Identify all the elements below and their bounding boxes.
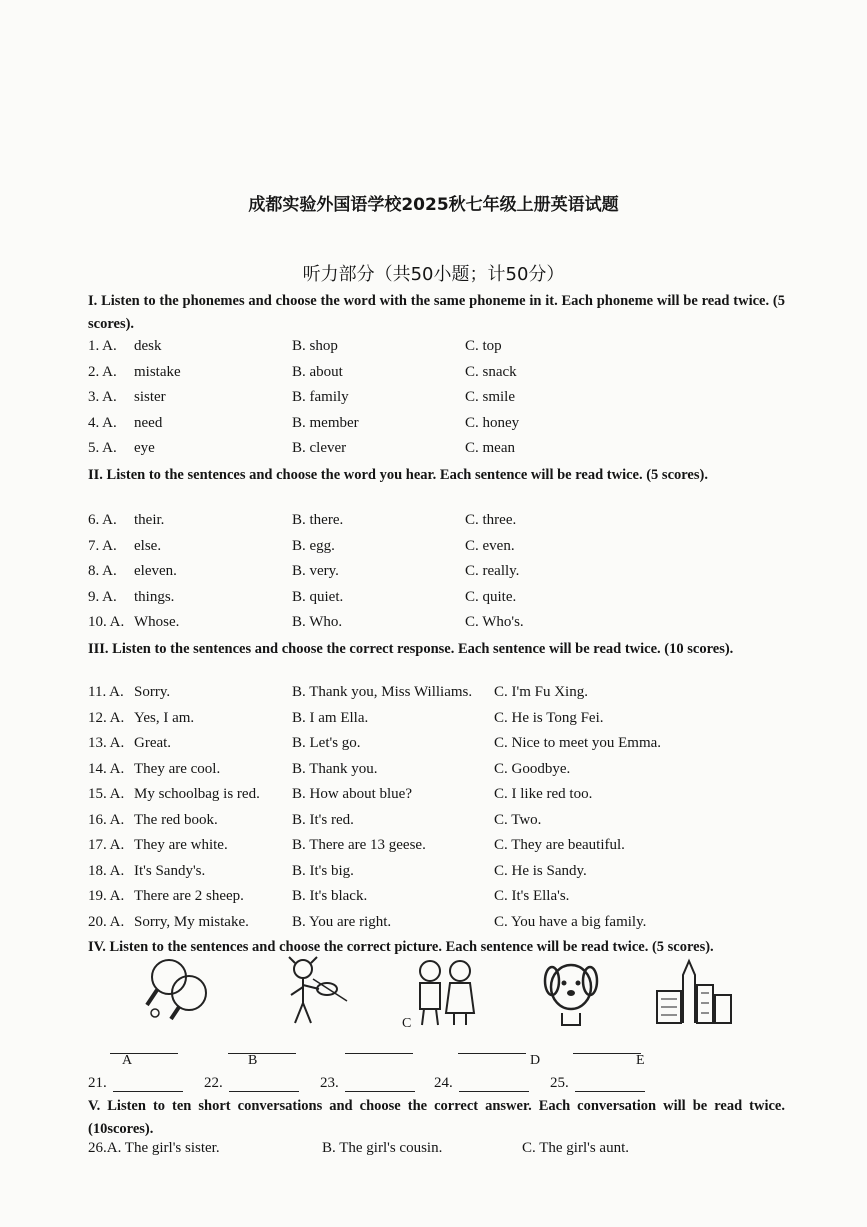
option-a: Great. [134, 735, 172, 751]
option-b: B. clever [292, 440, 347, 456]
option-c: C. It's Ella's. [494, 888, 570, 904]
option-a: The red book. [134, 811, 218, 828]
option-b: B. there. [292, 512, 344, 528]
option-a: eleven. [134, 563, 177, 579]
question-row [88, 837, 788, 861]
picture-label-b: B [248, 1053, 258, 1068]
option-b: B. There are 13 geese. [292, 837, 426, 853]
option-num: 9. A. [88, 588, 117, 605]
question-row [88, 563, 788, 587]
question-row [88, 684, 788, 708]
answer-23[interactable]: 23. [320, 1075, 415, 1092]
option-num: 2. A. [88, 363, 117, 380]
question-row [88, 614, 788, 638]
option-num: 4. A. [88, 414, 117, 431]
option-num: 16. A. [88, 811, 125, 828]
question-row [88, 812, 788, 836]
option-a: eye [134, 440, 155, 456]
option-c: C. He is Tong Fei. [494, 709, 604, 726]
question-row [88, 914, 788, 938]
option-c: C. even. [465, 537, 515, 554]
option-c: C. He is Sandy. [494, 862, 587, 879]
option-a: Sorry. [134, 684, 171, 700]
question-row [88, 538, 788, 562]
exam-title: 成都实验外国语学校2025秋七年级上册英语试题 [248, 195, 619, 215]
section-2-instruction: II. Listen to the sentences and choose the word you hear. Each sentence will be read twice. (5 scores). [88, 467, 708, 483]
picture-label-d: D [530, 1053, 541, 1068]
picture-a-underline [110, 1053, 178, 1054]
section-3-instruction: III. Listen to the sentences and choose the correct response. Each sentence will be read twice. (10 scores). [88, 641, 734, 657]
question-row [88, 415, 788, 439]
question-26-option-b: B. The girl's cousin. [322, 1140, 443, 1156]
option-b: B. family [292, 389, 349, 405]
section-5-instruction: V. Listen to ten short conversations and choose the correct answer. Each conversation will be read twice. (10scores). [88, 1098, 785, 1137]
option-num: 14. A. [88, 760, 125, 777]
option-c: C. top [465, 338, 502, 354]
option-a: My schoolbag is red. [134, 786, 260, 802]
option-a: mistake [134, 363, 181, 380]
violin-player-icon [283, 955, 353, 1030]
option-num: 11. A. [88, 684, 124, 700]
option-a: sister [134, 389, 166, 405]
question-row [88, 389, 788, 413]
option-b: B. It's big. [292, 862, 354, 879]
option-b: B. member [292, 414, 359, 431]
option-num: 8. A. [88, 563, 117, 579]
option-b: B. Let's go. [292, 735, 361, 751]
dog-icon [540, 957, 602, 1029]
section-1-instruction: I. Listen to the phonemes and choose the word with the same phoneme in it. Each phoneme will be read twice. (5 scores). [88, 293, 785, 332]
option-b: B. quiet. [292, 588, 344, 605]
option-a: need [134, 414, 163, 431]
option-a: Sorry, My mistake. [134, 913, 249, 930]
question-row [88, 364, 788, 388]
picture-label-c: C [402, 1016, 412, 1031]
option-a: It's Sandy's. [134, 862, 206, 879]
option-num: 15. A. [88, 786, 125, 802]
option-c: C. Nice to meet you Emma. [494, 735, 662, 751]
option-c: C. quite. [465, 588, 517, 605]
city-buildings-icon [653, 955, 735, 1027]
option-num: 13. A. [88, 735, 125, 751]
section-4-instruction: IV. Listen to the sentences and choose the correct picture. Each sentence will be read twice. (5 scores). [88, 939, 714, 955]
option-num: 17. A. [88, 837, 125, 853]
picture-b-underline [228, 1053, 296, 1054]
option-num: 6. A. [88, 512, 117, 528]
question-row [88, 338, 788, 362]
grandparents-icon [410, 955, 482, 1030]
option-num: 18. A. [88, 862, 125, 879]
question-row [88, 440, 788, 464]
question-row [88, 888, 788, 912]
option-b: B. Thank you, Miss Williams. [292, 684, 473, 700]
option-num: 12. A. [88, 709, 125, 726]
option-b: B. Who. [292, 614, 343, 630]
question-row [88, 863, 788, 887]
option-a: Yes, I am. [134, 709, 195, 726]
option-num: 10. A. [88, 614, 125, 630]
option-a: their. [134, 512, 165, 528]
option-b: B. about [292, 363, 343, 380]
question-row [88, 512, 788, 536]
option-num: 5. A. [88, 440, 117, 456]
option-b: B. You are right. [292, 913, 392, 930]
option-c: C. three. [465, 512, 517, 528]
option-a: things. [134, 588, 175, 605]
option-b: B. Thank you. [292, 760, 378, 777]
option-num: 19. A. [88, 888, 125, 904]
option-b: B. I am Ella. [292, 709, 369, 726]
listening-part-title: 听力部分（共50小题；计50分） [302, 264, 565, 285]
picture-row [88, 955, 788, 1035]
question-26: 26.A. The girl's sister. [88, 1140, 220, 1156]
option-num: 3. A. [88, 389, 117, 405]
question-row [88, 761, 788, 785]
option-c: C. They are beautiful. [494, 837, 625, 853]
picture-label-a: A [122, 1053, 133, 1068]
option-c: C. I'm Fu Xing. [494, 684, 588, 700]
answer-25[interactable]: 25. [550, 1075, 645, 1092]
option-b: B. very. [292, 563, 339, 579]
option-b: B. It's black. [292, 888, 368, 904]
option-c: C. Goodbye. [494, 760, 571, 777]
ping-pong-icon [143, 955, 213, 1025]
answer-22[interactable]: 22. [204, 1075, 299, 1092]
option-c: C. Two. [494, 811, 542, 828]
option-c: C. smile [465, 389, 516, 405]
answer-21[interactable]: 21. [88, 1075, 183, 1092]
option-a: else. [134, 537, 162, 554]
option-c: C. honey [465, 414, 520, 431]
option-a: They are white. [134, 837, 228, 853]
picture-c-underline [345, 1053, 413, 1054]
question-row [88, 589, 788, 613]
picture-label-e: E [636, 1053, 645, 1068]
picture-e-underline [573, 1053, 641, 1054]
option-a: They are cool. [134, 760, 221, 777]
question-row [88, 735, 788, 759]
question-row [88, 786, 788, 810]
option-c: C. really. [465, 563, 520, 579]
option-b: B. How about blue? [292, 786, 412, 802]
option-num: 20. A. [88, 913, 125, 930]
picture-d-underline [458, 1053, 526, 1054]
option-a: There are 2 sheep. [134, 888, 244, 904]
option-c: C. I like red too. [494, 786, 593, 802]
option-num: 1. A. [88, 338, 117, 354]
option-c: C. mean [465, 440, 515, 456]
option-b: B. It's red. [292, 811, 354, 828]
option-b: B. shop [292, 338, 338, 354]
option-num: 7. A. [88, 537, 117, 554]
option-a: desk [134, 338, 162, 354]
option-b: B. egg. [292, 537, 335, 554]
question-row [88, 710, 788, 734]
question-26-option-c: C. The girl's aunt. [522, 1140, 629, 1156]
answer-24[interactable]: 24. [434, 1075, 529, 1092]
option-c: C. snack [465, 363, 517, 380]
option-a: Whose. [134, 614, 180, 630]
option-c: C. Who's. [465, 614, 524, 630]
option-c: C. You have a big family. [494, 913, 647, 930]
